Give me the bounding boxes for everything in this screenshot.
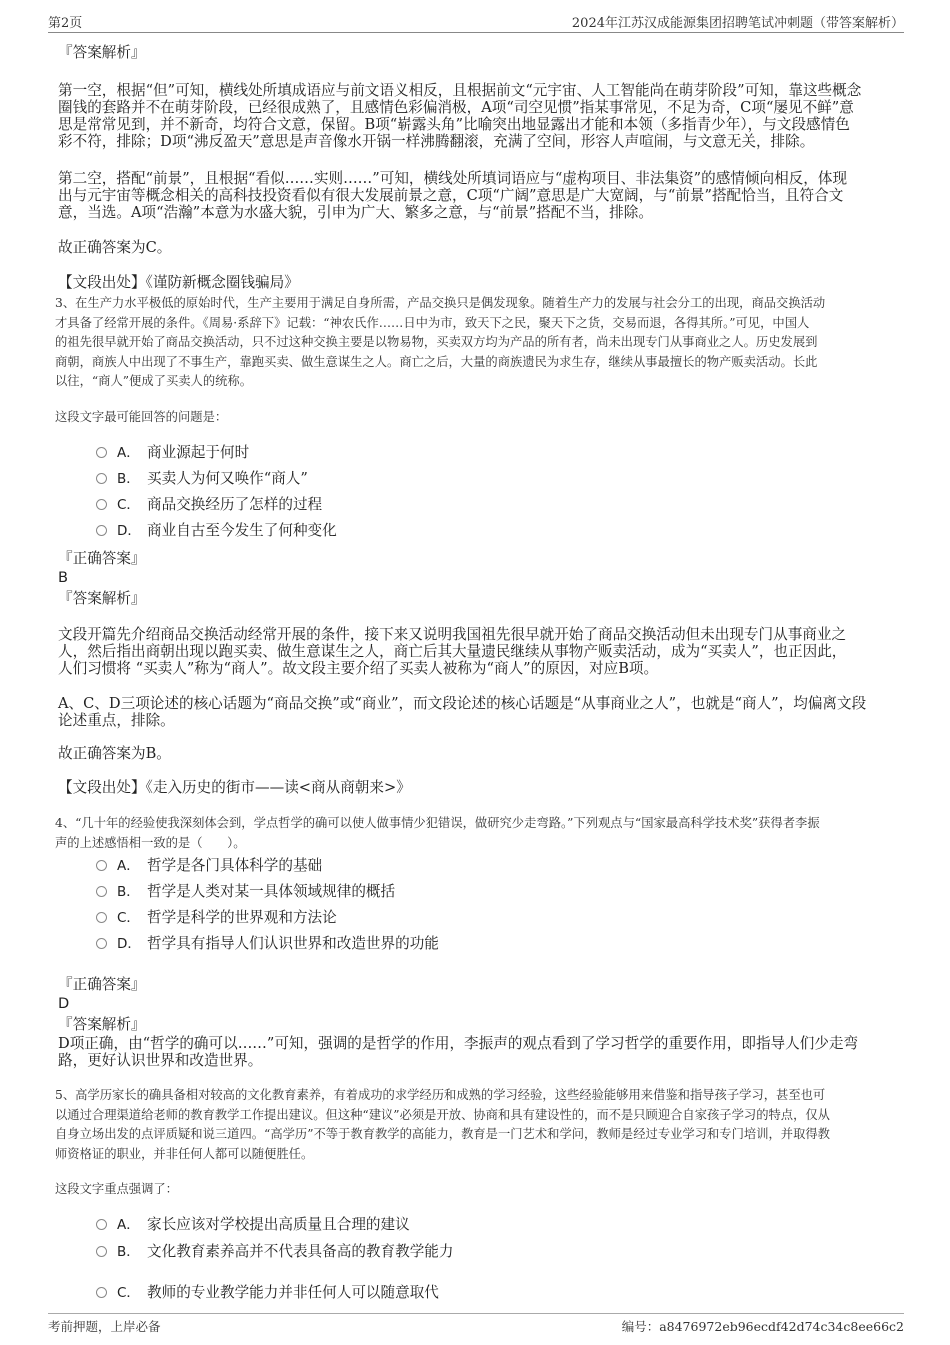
text-line: 5、高学历家长的确具备相对较高的文化教育素养，有着成功的求学经历和成熟的学习经验，这些经验能够用来借鉴和指导孩子学习，甚至也可 (55, 1088, 826, 1102)
q4-option-c[interactable]: C． 哲学是科学的世界观和方法论 (96, 909, 337, 927)
q2-conclusion: 故正确答案为C。 (58, 239, 172, 256)
q3-option-d[interactable]: D． 商业自古至今发生了何种变化 (96, 522, 337, 540)
text-line: 3、在生产力水平极低的原始时代，生产主要用于满足自身所需，产品交换只是偶发现象。随着生产力的发展与社会分工的出现，商品交换活动 (55, 296, 826, 310)
q4-answer: D (58, 995, 70, 1012)
text-line: 论述重点，排除。 (58, 712, 175, 729)
q3-analysis-para1 (58, 626, 894, 677)
q3-answer-label: 『正确答案』 (58, 550, 146, 567)
radio-icon[interactable] (96, 1287, 107, 1298)
radio-icon[interactable] (96, 860, 107, 871)
text-line: 以通过合理渠道给老师的教育教学工作提出建议。但这种“建议”必须是开放、协商和具有建设性的，而不是只顾迎合自家孩子学习的特点，仅从 (55, 1107, 830, 1122)
footer-slogan: 考前押题，上岸必备 (48, 1319, 161, 1334)
text-line: 声的上述感悟相一致的是（ ）。 (55, 835, 246, 850)
text-line: 商朝，商族人中出现了不事生产，靠跑买卖、做生意谋生之人。商亡之后，大量的商族遗民为求生存，继续从事最擅长的物产贩卖活动。长此 (55, 354, 818, 369)
text-line: 第一空，根据“但”可知，横线处所填成语应与前文语义相反，且根据前文“元宇宙、人工智能尚在萌芽阶段”可知，靠这些概念 (58, 82, 862, 99)
q3-stem (55, 294, 897, 392)
text-line: 文段开篇先介绍商品交换活动经常开展的条件，接下来又说明我国祖先很早就开始了商品交换活动但未出现专门从事商业之 (58, 626, 847, 643)
q2-source: 【文段出处】《谨防新概念圈钱骗局》 (58, 274, 299, 291)
page-number: 第2页 (48, 16, 83, 31)
text-line: D项正确，由“哲学的确可以……”可知，强调的是哲学的作用，李振声的观点看到了学习哲学的重要作用，即指导人们少走弯 (58, 1035, 859, 1052)
page-footer (48, 1313, 904, 1334)
text-line: 自身立场出发的点评质疑和说三道四。“高学历”不等于教育教学的高能力，教育是一门艺术和学问，教师是经过专业学习和专门培训，并取得教 (55, 1127, 830, 1141)
q4-analysis-label: 『答案解析』 (58, 1016, 146, 1033)
q3-source: 【文段出处】《走入历史的街市——读<商从商朝来>》 (58, 779, 411, 796)
text-line: 人们习惯将 “买卖人”称为“商人”。故文段主要介绍了买卖人被称为“商人”的原因，对应B项。 (58, 660, 659, 677)
q3-option-c[interactable]: C． 商品交换经历了怎样的过程 (96, 496, 322, 514)
text-line: A、C、D三项论述的核心话题为“商品交换”或“商业”，而文段论述的核心话题是“从事商业之人”，也就是“商人”，均偏离文段 (58, 695, 867, 712)
radio-icon[interactable] (96, 473, 107, 484)
document-serial: 编号：a8476972eb96ecdf42d74c34c8ee66c2 (621, 1319, 904, 1334)
q4-stem (55, 814, 897, 853)
q3-prompt: 这段文字最可能回答的问题是： (55, 410, 228, 424)
radio-icon[interactable] (96, 447, 107, 458)
text-line: 圈钱的套路并不在萌芽阶段，已经很成熟了，且感情色彩偏消极，A项“司空见惯”指某事常见，不足为奇，C项“屡见不鲜”意 (58, 99, 854, 116)
q3-option-b[interactable]: B． 买卖人为何又唤作“商人” (96, 470, 308, 488)
q3-answer: B (58, 569, 69, 586)
text-line: 思是常常见到，并不新奇，均符合文意，保留。B项“崭露头角”比喻突出地显露出才能和本领（多指青少年），与文段感情色 (58, 116, 850, 133)
q5-option-b[interactable]: B． 文化教育素养高并不代表具备高的教育教学能力 (96, 1243, 453, 1261)
radio-icon[interactable] (96, 938, 107, 949)
document-title: 2024年江苏汉成能源集团招聘笔试冲刺题（带答案解析） (571, 16, 904, 31)
q5-prompt: 这段文字重点强调了： (55, 1182, 178, 1196)
radio-icon[interactable] (96, 1246, 107, 1257)
radio-icon[interactable] (96, 912, 107, 923)
text-line: 4、“几十年的经验使我深刻体会到，学点哲学的确可以使人做事情少犯错误，做研究少走弯路。”下列观点与“国家最高科学技术奖”获得者李振 (55, 816, 820, 830)
text-line: 出与元宇宙等概念相关的高科技投资看似有很大发展前景之意，C项“广阔”意思是广大宽阔，与“前景”搭配恰当，且符合文 (58, 187, 844, 204)
q3-analysis-label: 『答案解析』 (58, 590, 146, 607)
q3-option-a[interactable]: A． 商业源起于何时 (96, 444, 249, 462)
text-line: 人，然后指出商朝出现以跑买卖、做生意谋生之人，商亡后其大量遗民继续从事物产贩卖活动，成为“买卖人”，也正因此， (58, 643, 847, 660)
radio-icon[interactable] (96, 886, 107, 897)
q4-option-d[interactable]: D． 哲学具有指导人们认识世界和改造世界的功能 (96, 935, 439, 953)
radio-icon[interactable] (96, 1219, 107, 1230)
q5-option-c[interactable]: C． 教师的专业教学能力并非任何人可以随意取代 (96, 1284, 439, 1302)
text-line: 第二空，搭配“前景”，且根据“看似……实则……”可知，横线处所填词语应与“虚构项目、非法集资”的感情倾向相反，体现 (58, 170, 848, 187)
q4-answer-label: 『正确答案』 (58, 976, 146, 993)
text-line: 彩不符，排除；D项“沸反盈天”意思是声音像水开锅一样沸腾翻滚，充满了空间，形容人声喧闹，与文意无关，排除。 (58, 133, 815, 150)
q4-analysis-para1 (58, 1035, 894, 1069)
text-line: 师资格证的职业，并非任何人都可以随便胜任。 (55, 1146, 314, 1161)
q5-stem (55, 1086, 897, 1164)
text-line: 才具备了经常开展的条件。《周易·系辞下》记载：“神农氏作……日中为市，致天下之民，聚天下之货，交易而退，各得其所。”可见，中国人 (55, 315, 810, 330)
q4-option-b[interactable]: B． 哲学是人类对某一具体领域规律的概括 (96, 883, 395, 901)
q2-analysis-para1 (58, 82, 894, 150)
q3-analysis-para2 (58, 695, 894, 729)
text-line: 的祖先很早就开始了商品交换活动，只不过这种交换主要是以物易物，买卖双方均为产品的所有者，尚未出现专门从事商业之人。历史发展到 (55, 335, 818, 349)
radio-icon[interactable] (96, 525, 107, 536)
text-line: 以往，“商人”便成了买卖人的统称。 (55, 374, 253, 388)
text-line: 意，当选。A项“浩瀚”本意为水盛大貌，引申为广大、繁多之意，与“前景”搭配不当，排除。 (58, 204, 653, 221)
text-line: 路，更好认识世界和改造世界。 (58, 1052, 263, 1069)
q5-option-a[interactable]: A． 家长应该对学校提出高质量且合理的建议 (96, 1216, 410, 1234)
q2-analysis-label: 『答案解析』 (58, 44, 146, 61)
q3-conclusion: 故正确答案为B。 (58, 745, 171, 762)
radio-icon[interactable] (96, 499, 107, 510)
q2-analysis-para2 (58, 170, 894, 221)
q4-option-a[interactable]: A． 哲学是各门具体科学的基础 (96, 857, 322, 875)
page-header (48, 12, 904, 33)
